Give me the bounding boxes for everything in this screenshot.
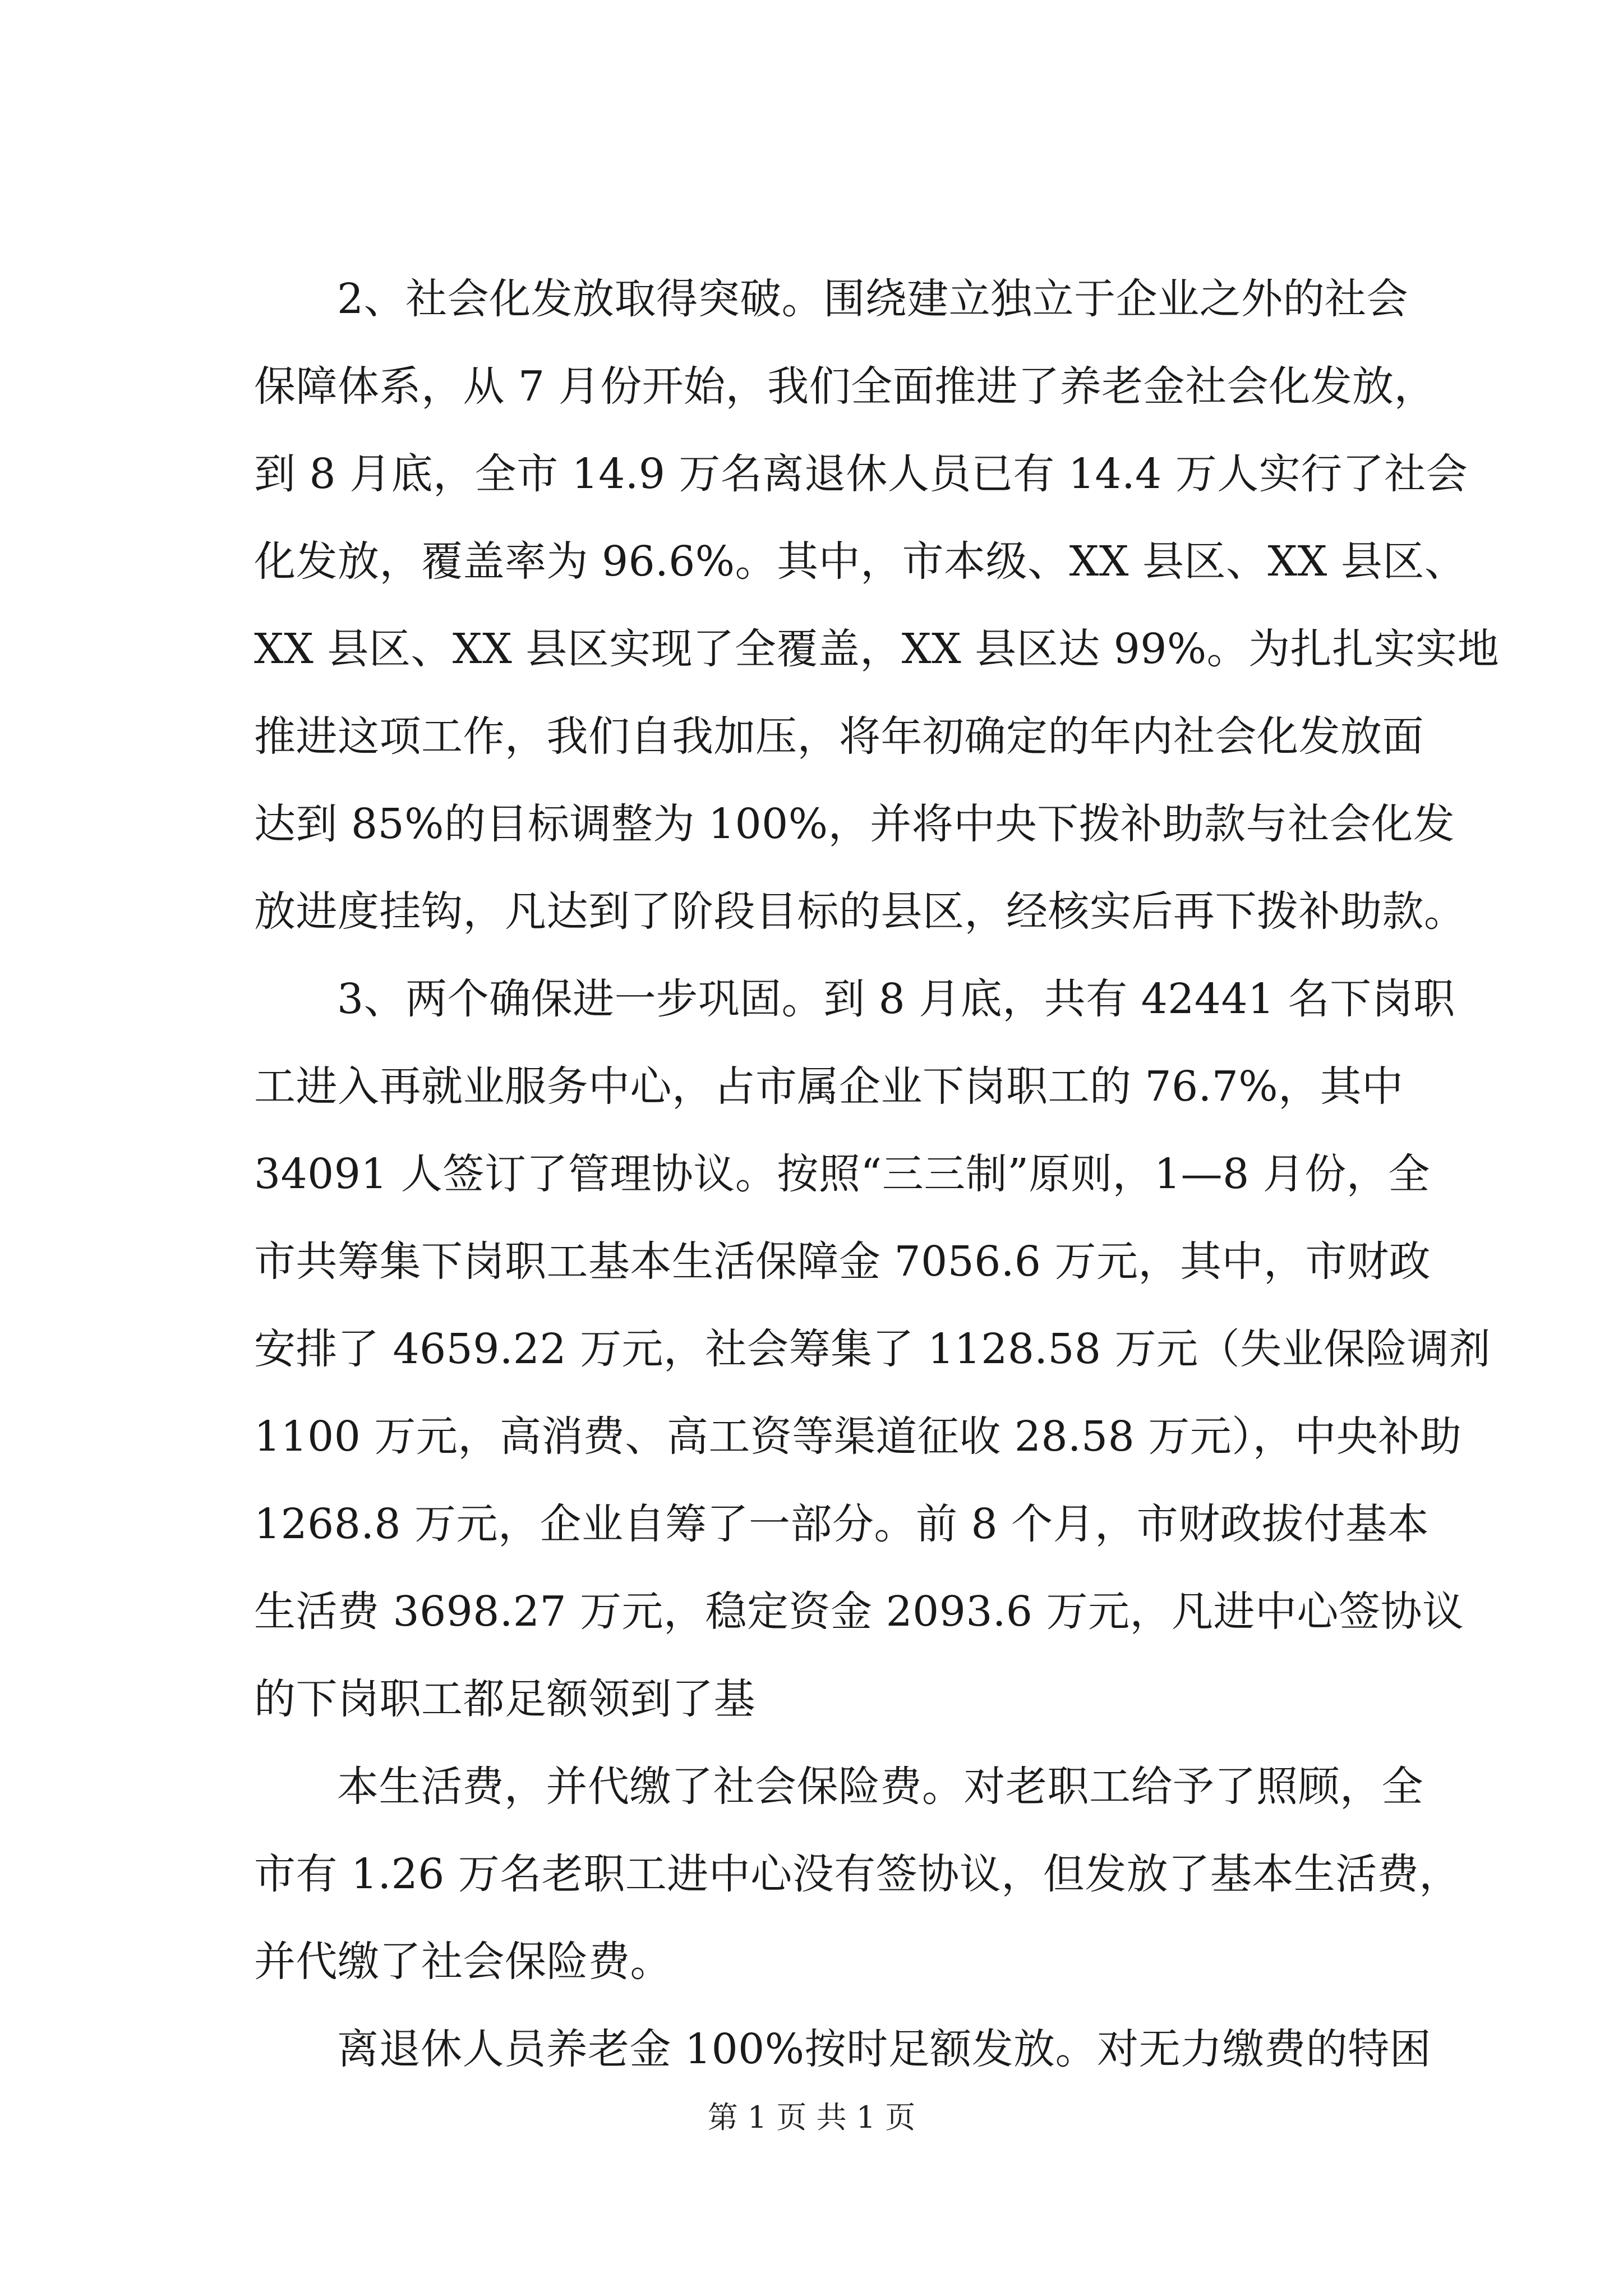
text-line: 工进入再就业服务中心，占市属企业下岗职工的 76.7%，其中 bbox=[254, 1062, 1404, 1111]
text-line: 市有 1.26 万名老职工进中心没有签协议，但发放了基本生活费， bbox=[254, 1850, 1461, 1898]
text-line: 化发放，覆盖率为 96.6%。其中，市本级、XX 县区、XX 县区、 bbox=[254, 537, 1467, 586]
text-line: 并代缴了社会保险费。 bbox=[254, 1938, 672, 1986]
text-line: 本生活费，并代缴了社会保险费。对老职工给予了照顾，全 bbox=[337, 1763, 1423, 1811]
text-line: 1268.8 万元，企业自筹了一部分。前 8 个月，市财政拔付基本 bbox=[254, 1500, 1430, 1548]
text-line: 2、社会化发放取得突破。围绕建立独立于企业之外的社会 bbox=[337, 275, 1409, 323]
text-line: 1100 万元，高消费、高工资等渠道征收 28.58 万元），中央补助 bbox=[254, 1412, 1462, 1461]
text-line: 到 8 月底，全市 14.9 万名离退休人员已有 14.4 万人实行了社会 bbox=[254, 450, 1468, 498]
text-line: 3、两个确保进一步巩固。到 8 月底，共有 42441 名下岗职 bbox=[337, 975, 1455, 1023]
text-line: 放进度挂钩，凡达到了阶段目标的县区，经核实后再下拨补助款。 bbox=[254, 887, 1466, 936]
text-line: 的下岗职工都足额领到了基 bbox=[254, 1675, 755, 1723]
page-footer: 第 1 页 共 1 页 bbox=[707, 2100, 916, 2135]
text-line: 生活费 3698.27 万元，稳定资金 2093.6 万元，凡进中心签协议 bbox=[254, 1588, 1464, 1636]
text-line: 离退休人员养老金 100%按时足额发放。对无力缴费的特困 bbox=[337, 2025, 1432, 2073]
text-line: 达到 85%的目标调整为 100%，并将中央下拨补助款与社会化发 bbox=[254, 800, 1455, 848]
text-line: 推进这项工作，我们自我加压，将年初确定的年内社会化发放面 bbox=[254, 712, 1424, 761]
text-line: XX 县区、XX 县区实现了全覆盖，XX 县区达 99%。为扎扎实实地 bbox=[254, 625, 1500, 673]
text-line: 保障体系，从 7 月份开始，我们全面推进了养老金社会化发放， bbox=[254, 362, 1436, 411]
text-line: 市共筹集下岗职工基本生活保障金 7056.6 万元，其中，市财政 bbox=[254, 1237, 1431, 1286]
document-body bbox=[254, 255, 1500, 2093]
text-line: 安排了 4659.22 万元，社会筹集了 1128.58 万元（失业保险调剂 bbox=[254, 1325, 1491, 1373]
text-line: 34091 人签订了管理协议。按照“三三制”原则，1—8 月份，全 bbox=[254, 1150, 1430, 1198]
